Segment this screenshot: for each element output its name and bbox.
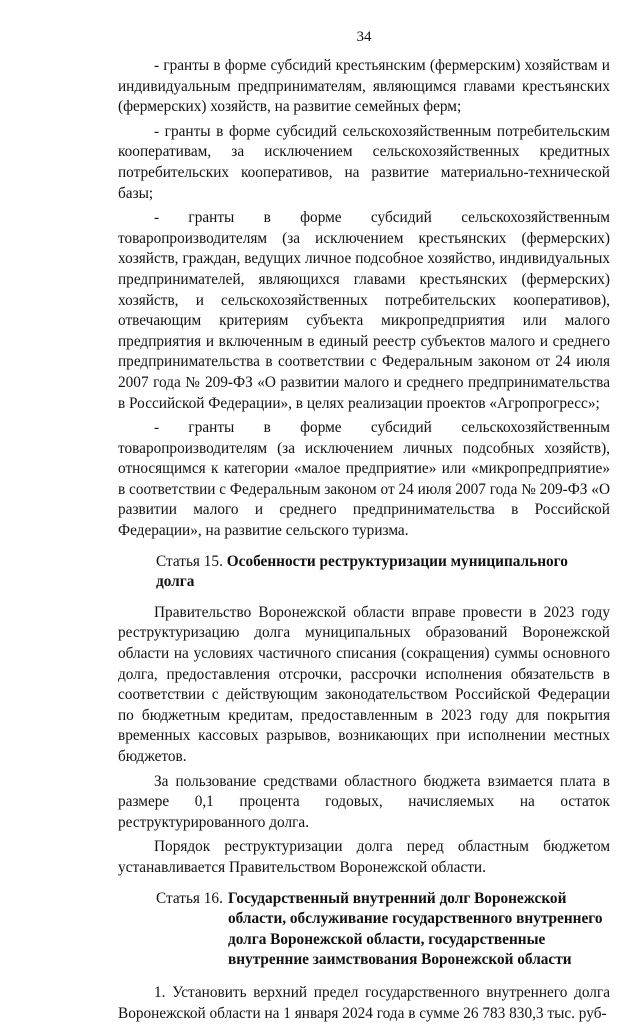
article-15-label: Статья 15. — [156, 552, 223, 570]
document-page — [118, 28, 610, 1024]
page-number: 34 — [356, 29, 372, 45]
paragraph-grants-agroprogress: - гранты в форме субсидий сельскохозяйственным товаропроизводителям (за исключением крестьянских (фермерских) хозяйств, граждан, ведущих личное подсобное хозяйство, индивидуальных предпринимателей, являющихся главами крестьянских (фермерских) хозяйств, и сельскохозяйственных потребительских кооперативов), отвечающим критериям субъекта микропредприятия или малого предприятия и включенным в единый реестр субъектов малого и среднего предпринимательства в соответствии с Федеральным законом от 24 июля 2007 года № 209-ФЗ «О развитии малого и среднего предпринимательства в Российской Федерации», в целях реализации проектов «Агропрогресс»; — [118, 209, 610, 412]
paragraph-grants-rural-tourism: - гранты в форме субсидий сельскохозяйственным товаропроизводителям (за исключением личных подсобных хозяйств), относящимся к категории «малое предприятие» или «микропредприятие» в соответствии с Федеральным законом от 24 июля 2007 года № 209-ФЗ «О развитии малого и среднего предпринимательства в Российской Федерации», на развитие сельского туризма. — [118, 419, 610, 540]
paragraph-debt-limit: 1. Установить верхний предел государственного внутреннего долга Воронежской области на 1 января 2024 года в сумме 26 783 830,3 тыс. руб- — [118, 983, 610, 1022]
article-16-label: Статья 16. — [156, 889, 223, 907]
paragraph-restructuring-procedure: Порядок реструктуризации долга перед областным бюджетом устанавливается Правительством Воронежской области. — [118, 838, 610, 876]
article-16-heading — [118, 889, 610, 971]
article-16-title: Государственный внутренний долг Воронежской области, обслуживание государственного внутреннего долга Воронежской области, государственные внутренние заимствования Воронежской области — [228, 889, 603, 969]
paragraph-grants-family-farms: - гранты в форме субсидий крестьянским (фермерским) хозяйствам и индивидуальным предпринимателям, являющимся главами крестьянских (фермерских) хозяйств, на развитие семейных ферм; — [118, 57, 610, 116]
paragraph-restructuring-fee: За пользование средствами областного бюджета взимается плата в размере 0,1 процента годовых, начисляемых на остаток реструктурированного долга. — [118, 772, 610, 831]
article-15-heading — [156, 552, 610, 593]
paragraph-restructuring-right: Правительство Воронежской области вправе провести в 2023 году реструктуризацию долга муниципальных образований Воронежской области на условиях частичного списания (сокращения) суммы основного долга, предоставления отсрочки, рассрочки исполнения обязательств в соответствии с действующим законодательством Российской Федерации по бюджетным кредитам, предоставленным в 2023 году для покрытия временных кассовых разрывов, возникающих при исполнении местных бюджетов. — [118, 603, 610, 765]
paragraph-grants-cooperatives: - гранты в форме субсидий сельскохозяйственным потребительским кооперативам, за исключением сельскохозяйственных кредитных потребительских кооперативов, на развитие материально-технической базы; — [118, 122, 610, 202]
article-15-title: Особенности реструктуризации муниципального долга — [156, 552, 568, 591]
